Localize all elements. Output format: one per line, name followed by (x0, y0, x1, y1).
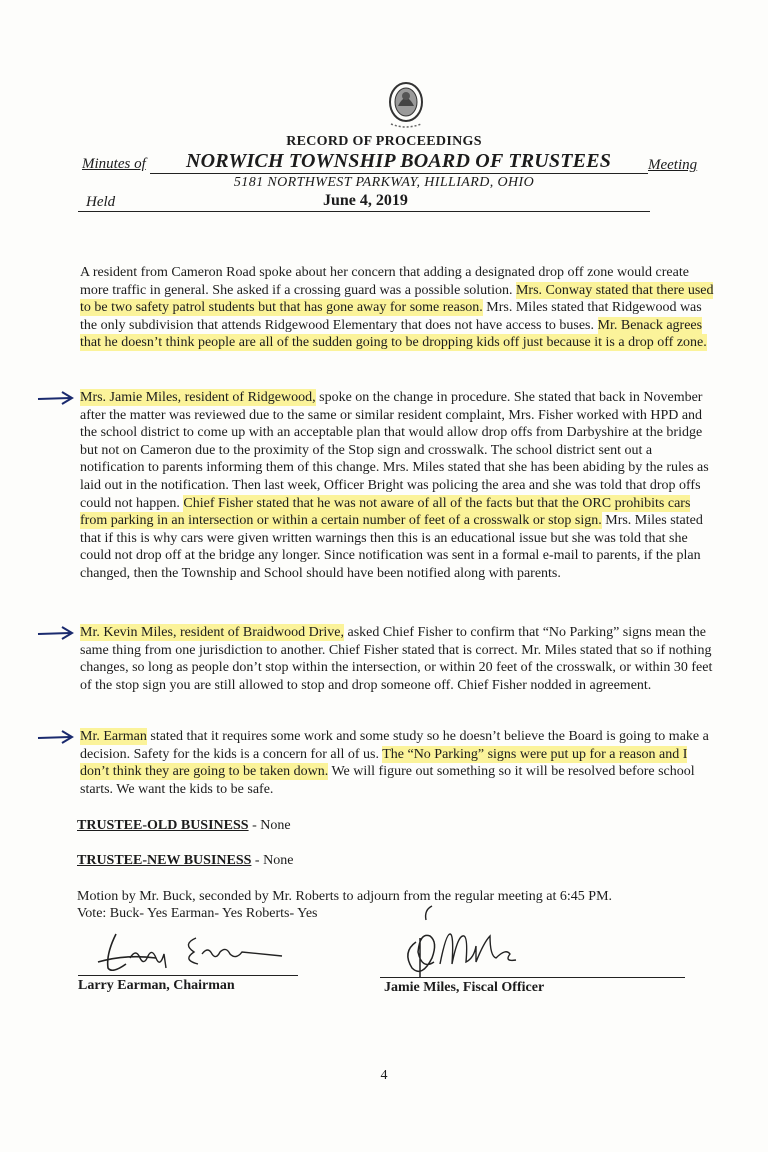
arrow-annotation-icon (36, 625, 76, 641)
page-number: 4 (380, 1068, 388, 1083)
p1-text-1: A resident from Cameron Road spoke about her concern that adding a designated drop off zone would create more traffic in general. She asked if a crossing guard was a possible solution. (80, 265, 689, 298)
p3-text-1: asked Chief Fisher to confirm that “No Parking” signs mean the same thing from one jurisdiction to another. Chief Fisher stated that is correct. Mr. Miles stated that so if nothing changes, so long as people don’t stop within the intersection, or within 20 feet of the crosswalk, or within 30 feet of the stop sign you are still allowed to stop and drop someone off. Chief Fisher nodded in agreement. (80, 625, 713, 693)
arrow-annotation-icon (36, 729, 76, 745)
p1-highlight-2: Mr. Benack agrees that he doesn’t think people are all of the sudden going to be dropping kids off just because it is a drop off zone. (80, 317, 707, 351)
arrow-annotation-icon (36, 390, 76, 406)
address-line: 5181 NORTHWEST PARKWAY, HILLIARD, OHIO (233, 175, 535, 190)
p4-highlight-1: Mr. Earman (80, 729, 147, 744)
held-label: Held (86, 194, 116, 210)
p1-highlight-1: Mrs. Conway stated that there used to be two safety patrol students but that has gone away for some reason. (80, 282, 714, 316)
p4-text-2: We will figure out something so it will be resolved before school starts. We want the kids to be safe. (80, 764, 695, 797)
new-business-value: - None (251, 853, 294, 868)
p3-highlight-1: Mr. Kevin Miles, resident of Braidwood Drive, (80, 625, 345, 640)
paragraph-earman (80, 728, 720, 798)
chairman-signature-icon (86, 924, 296, 980)
chairman-name: Larry Earman, Chairman (78, 978, 235, 993)
motion-text: Motion by Mr. Buck, seconded by Mr. Roberts to adjourn from the regular meeting at 6:45 PM. (77, 889, 613, 904)
paragraph-kevin-miles (80, 624, 720, 694)
meeting-label: Meeting (648, 157, 698, 173)
p1-text-2: Mrs. Miles stated that Ridgewood was the only subdivision that attends Ridgewood Elementary that does not have access to buses. (80, 300, 702, 333)
p4-highlight-2: The “No Parking” signs were put up for a reason and I don’t think they are going to be taken down. (80, 746, 688, 780)
board-name: NORWICH TOWNSHIP BOARD OF TRUSTEES (186, 150, 612, 172)
new-business-section (77, 853, 293, 869)
fiscal-officer-signature-line (380, 977, 685, 978)
fiscal-officer-name: Jamie Miles, Fiscal Officer (384, 980, 545, 995)
header-rule-top (150, 173, 648, 174)
township-seal-icon (383, 80, 429, 132)
p2-text-2: Mrs. Miles stated that if this is why cars were given written warnings then this is an educational issue but she was told that she could not drop off at the bridge any longer. Since notification was sent in a formal e-mail to parents, if the plan changed, then the Township and School should have been notified along with parents. (80, 513, 703, 581)
old-business-value: - None (248, 818, 291, 833)
old-business-section (77, 818, 291, 834)
meeting-date: June 4, 2019 (323, 192, 408, 209)
p2-highlight-1: Mrs. Jamie Miles, resident of Ridgewood, (80, 390, 316, 405)
p4-text-1: stated that it requires some work and some study so he doesn’t believe the Board is going to make a decision. Safety for the kids is a concern for all of us. (80, 729, 709, 762)
header-rule-bottom (78, 211, 650, 212)
p2-text-1: spoke on the change in procedure. She stated that back in November after the matter was reviewed due to the same or similar resident complaint, Mrs. Fisher worked with HPD and the school district to come up with an acceptable plan that would allow drop offs from Darbyshire at the bridge but not on Cameron due to the proximity of the Stop sign and crosswalk. The school district sent out a notification to parents informing them of this change. Mrs. Miles stated that she has been abiding by the rules as laid out in the notification. Then last week, Officer Bright was policing the area and she was told that drop offs could not happen. (80, 390, 709, 511)
paragraph-jamie-miles (80, 389, 720, 583)
old-business-heading: TRUSTEE-OLD BUSINESS (77, 818, 249, 833)
record-title: RECORD OF PROCEEDINGS (286, 134, 482, 149)
vote-text: Vote: Buck- Yes Earman- Yes Roberts- Yes (77, 906, 318, 921)
paragraph-cameron-road (80, 264, 720, 352)
p2-highlight-2: Chief Fisher stated that he was not aware of all of the facts but that the ORC prohibits cars from parking in an intersection or within a certain number of feet of a crosswalk or stop sign. (80, 495, 691, 529)
fiscal-officer-signature-icon (380, 898, 560, 984)
minutes-of-label: Minutes of (82, 156, 146, 172)
new-business-heading: TRUSTEE-NEW BUSINESS (77, 853, 252, 868)
chairman-signature-line (78, 975, 298, 976)
